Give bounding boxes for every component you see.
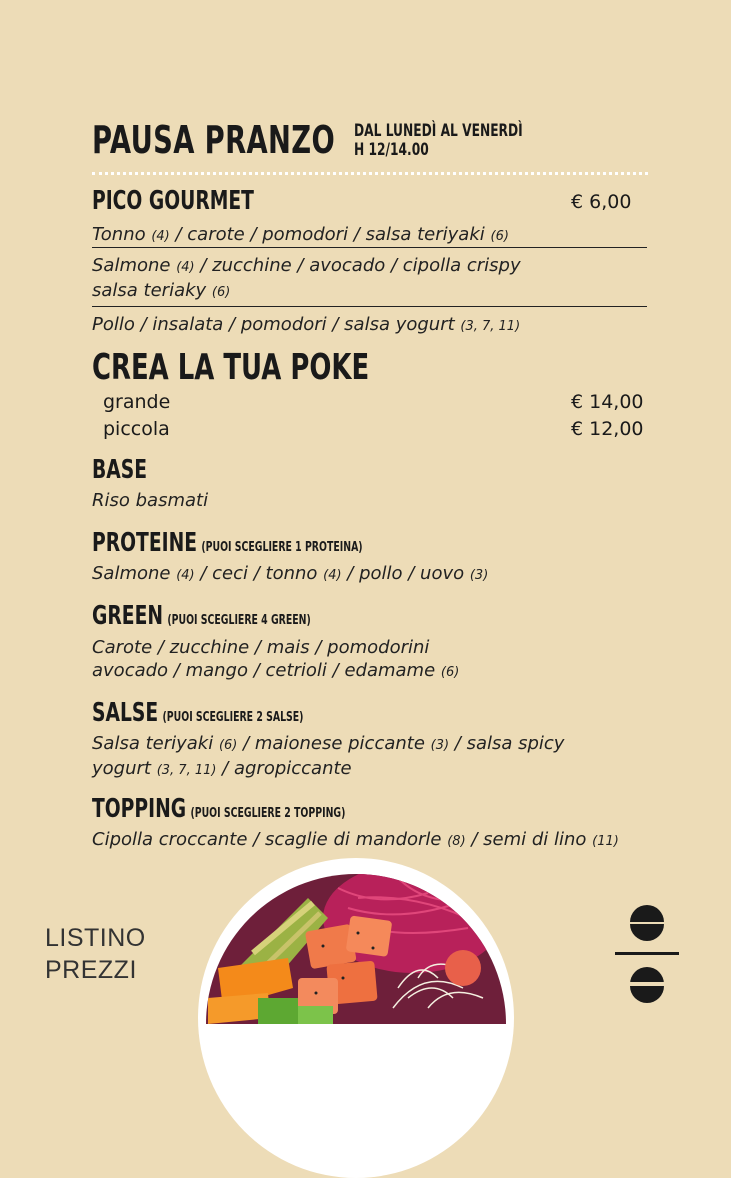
pico-option-3: Pollo / insalata / pomodori / salsa yogurt (3, 7, 11) (92, 314, 521, 335)
schedule-days: DAL LUNEDÌ AL VENERDÌ (354, 121, 523, 141)
topping-title: TOPPING (PUOI SCEGLIERE 2 TOPPING) (92, 794, 346, 824)
salse-text: Salsa teriyaki (6) / maionese piccante (3) / salsa spicy yogurt (3, 7, 11) / agropiccante (92, 733, 565, 779)
size-grande: grande (103, 391, 171, 413)
topping-text: Cipolla croccante / scaglie di mandorle (8) / semi di lino (11) (92, 829, 619, 850)
poke-bowl-image (198, 858, 514, 1178)
pico-price: € 6,00 (571, 191, 632, 213)
proteine-text: Salmone (4) / ceci / tonno (4) / pollo / uovo (3) (92, 563, 489, 584)
crea-title: CREA LA TUA POKE (92, 347, 370, 388)
schedule-hours: H 12/14.00 (354, 140, 429, 160)
base-title: BASE (92, 455, 148, 485)
brand-logo (613, 902, 681, 1004)
base-text: Riso basmati (92, 490, 209, 511)
proteine-title: PROTEINE (PUOI SCEGLIERE 1 PROTEINA) (92, 528, 363, 558)
green-title: GREEN (PUOI SCEGLIERE 4 GREEN) (92, 601, 311, 631)
divider-line (92, 247, 647, 248)
price-grande: € 14,00 (571, 391, 644, 413)
poke-bowl-illustration (198, 858, 514, 1024)
pico-option-1: Tonno (4) / carote / pomodori / salsa teriyaki (6) (92, 224, 509, 245)
listino-prezzi: LISTINO PREZZI (45, 924, 146, 984)
size-piccola: piccola (103, 418, 170, 440)
schedule (354, 122, 523, 160)
divider-line (92, 306, 647, 307)
pico-title: PICO GOURMET (92, 186, 254, 216)
green-text: Carote / zucchine / mais / pomodorini avocado / mango / cetrioli / edamame (6) (92, 637, 460, 681)
pico-option-2: Salmone (4) / zucchine / avocado / cipolla crispy salsa teriaky (6) (92, 255, 521, 301)
price-piccola: € 12,00 (571, 418, 644, 440)
salse-title: SALSE (PUOI SCEGLIERE 2 SALSE) (92, 698, 304, 728)
page-title: PAUSA PRANZO (92, 118, 336, 162)
dotted-divider (92, 172, 648, 175)
